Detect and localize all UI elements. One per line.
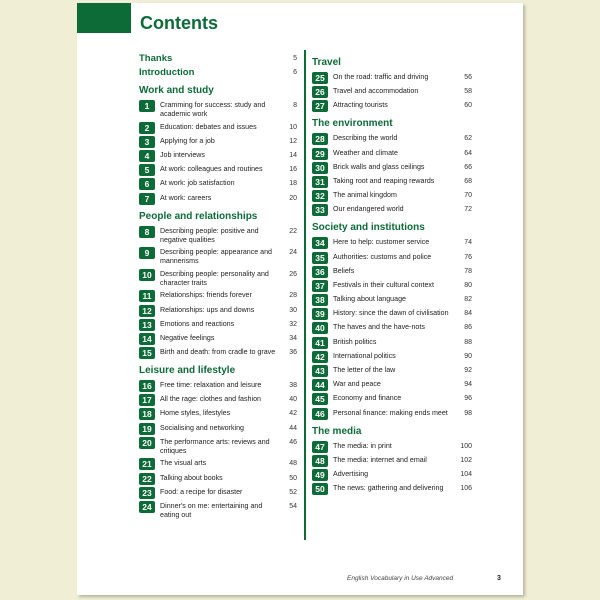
unit-title: Negative feelings	[160, 333, 215, 342]
unit-title: The media: in print	[333, 441, 392, 450]
unit-number-badge: 25	[312, 72, 328, 84]
unit-page: 24	[289, 249, 297, 257]
unit-title: Attracting tourists	[333, 101, 388, 110]
unit-title: Dinner's on me: entertaining and eating out	[160, 501, 263, 520]
unit-page: 30	[289, 306, 297, 314]
unit-page: 90	[464, 352, 472, 360]
front-matter-page: 5	[293, 54, 297, 62]
unit-entry[interactable]	[139, 226, 297, 245]
section	[312, 222, 472, 419]
section-heading: Society and institutions	[312, 222, 425, 234]
section	[312, 57, 472, 112]
unit-title: Beliefs	[333, 266, 355, 275]
unit-entry[interactable]	[139, 347, 297, 359]
unit-number-badge: 11	[139, 290, 155, 302]
unit-number-badge: 6	[139, 178, 155, 190]
unit-title: Taking root and reaping rewards	[333, 176, 435, 185]
unit-title: Relationships: ups and downs	[160, 305, 255, 314]
section	[139, 85, 297, 205]
unit-entry[interactable]	[312, 294, 472, 306]
unit-page: 28	[289, 292, 297, 300]
unit-title: Festivals in their cultural context	[333, 280, 434, 289]
unit-entry[interactable]	[139, 437, 297, 456]
unit-page: 104	[460, 470, 472, 478]
unit-page: 14	[289, 151, 297, 159]
unit-title: Birth and death: from cradle to grave	[160, 348, 276, 357]
unit-entry[interactable]	[312, 266, 472, 278]
unit-page: 10	[289, 123, 297, 131]
unit-page: 44	[289, 424, 297, 432]
section-heading: Work and study	[139, 85, 214, 96]
unit-page: 20	[289, 194, 297, 202]
unit-entry[interactable]	[139, 408, 297, 420]
unit-number-badge: 39	[312, 308, 328, 320]
unit-number-badge: 9	[139, 247, 155, 259]
unit-number-badge: 3	[139, 136, 155, 148]
unit-page: 56	[464, 74, 472, 81]
unit-entry[interactable]	[139, 290, 297, 302]
unit-page: 62	[464, 135, 472, 143]
unit-page: 12	[289, 137, 297, 145]
unit-page: 18	[289, 180, 297, 188]
footer-book-title: English Vocabulary in Use Advanced	[347, 575, 454, 582]
unit-title: History: since the dawn of civilisation	[333, 309, 449, 318]
unit-entry[interactable]	[139, 193, 297, 205]
unit-title: The media: internet and email	[333, 455, 427, 464]
unit-page: 96	[464, 395, 472, 403]
unit-number-badge: 16	[139, 380, 155, 392]
unit-entry[interactable]	[312, 379, 472, 391]
unit-page: 84	[464, 310, 472, 318]
unit-page: 64	[464, 149, 472, 157]
unit-entry[interactable]	[312, 204, 472, 216]
unit-title: Applying for a job	[160, 136, 215, 145]
unit-number-badge: 17	[139, 394, 155, 406]
left-sections	[139, 85, 297, 520]
unit-title: Talking about books	[160, 473, 223, 482]
unit-number-badge: 32	[312, 190, 328, 202]
unit-entry[interactable]	[139, 122, 297, 134]
unit-title: Job interviews	[160, 150, 205, 159]
unit-number-badge: 13	[139, 319, 155, 331]
unit-title: Free time: relaxation and leisure	[160, 381, 262, 390]
unit-entry[interactable]	[139, 319, 297, 331]
unit-page: 36	[289, 349, 297, 357]
section	[312, 118, 472, 216]
unit-entry[interactable]	[139, 247, 297, 266]
page-title: Contents	[140, 13, 218, 33]
unit-number-badge: 7	[139, 193, 155, 205]
unit-page: 74	[464, 239, 472, 247]
unit-page: 102	[460, 456, 472, 464]
unit-number-badge: 14	[139, 333, 155, 345]
unit-entry[interactable]	[312, 72, 472, 84]
unit-entry[interactable]	[312, 408, 472, 420]
unit-number-badge: 20	[139, 437, 155, 449]
unit-number-badge: 38	[312, 294, 328, 306]
unit-number-badge: 15	[139, 347, 155, 359]
unit-title: Brick walls and glass ceilings	[333, 162, 425, 171]
unit-page: 92	[464, 367, 472, 374]
unit-entry[interactable]	[139, 164, 297, 176]
unit-title: Talking about language	[333, 295, 406, 304]
unit-entry[interactable]	[312, 86, 472, 98]
front-matter	[139, 51, 297, 79]
unit-number-badge: 24	[139, 501, 155, 513]
unit-title: Here to help: customer service	[333, 238, 430, 247]
unit-entry[interactable]	[139, 394, 297, 406]
section-heading: People and relationships	[139, 210, 258, 222]
unit-page: 48	[289, 460, 297, 468]
unit-page: 54	[289, 502, 297, 510]
unit-number-badge: 33	[312, 204, 328, 216]
unit-title: At work: colleagues and routines	[160, 165, 263, 174]
unit-entry[interactable]	[139, 501, 297, 520]
unit-number-badge: 49	[312, 469, 328, 481]
unit-entry[interactable]	[139, 487, 297, 499]
unit-entry[interactable]	[312, 322, 472, 334]
unit-title: War and peace	[333, 380, 381, 389]
unit-entry[interactable]	[312, 469, 472, 481]
unit-title: Cramming for success: study and academic work	[160, 101, 266, 119]
footer-page-number: 3	[497, 575, 501, 582]
unit-entry[interactable]	[312, 365, 472, 377]
unit-number-badge: 46	[312, 408, 328, 420]
unit-entry[interactable]	[139, 333, 297, 345]
unit-entry[interactable]	[312, 337, 472, 349]
unit-page: 76	[464, 253, 472, 261]
unit-page: 16	[289, 166, 297, 174]
unit-title: Relationships: friends forever	[160, 291, 252, 300]
unit-title: The haves and the have-nots	[333, 323, 425, 332]
section-heading: Leisure and lifestyle	[139, 365, 236, 377]
unit-page: 46	[289, 438, 297, 446]
unit-number-badge: 50	[312, 483, 328, 495]
unit-number-badge: 19	[139, 423, 155, 435]
unit-title: Education: debates and issues	[160, 122, 257, 131]
unit-title: Advertising	[333, 469, 369, 478]
unit-page: 98	[464, 409, 472, 417]
unit-number-badge: 36	[312, 266, 328, 278]
unit-number-badge: 42	[312, 351, 328, 363]
unit-entry[interactable]	[312, 133, 472, 145]
unit-page: 8	[293, 102, 297, 109]
unit-title: Travel and accommodation	[333, 87, 419, 96]
unit-title: The performance arts: reviews and critiques	[160, 437, 270, 456]
unit-entry[interactable]	[312, 308, 472, 320]
unit-page: 94	[464, 381, 472, 389]
unit-entry[interactable]	[312, 483, 472, 495]
unit-page: 106	[460, 485, 472, 493]
unit-number-badge: 2	[139, 122, 155, 134]
unit-entry[interactable]	[312, 237, 472, 249]
section	[139, 365, 297, 520]
unit-title: Describing people: appearance and mannerisms	[160, 248, 273, 266]
unit-title: On the road: traffic and driving	[333, 73, 429, 81]
unit-entry[interactable]	[312, 176, 472, 188]
unit-title: Describing people: personality and character traits	[160, 269, 269, 287]
unit-number-badge: 22	[139, 473, 155, 485]
unit-title: At work: careers	[160, 193, 212, 202]
section	[312, 426, 472, 496]
column-divider	[304, 50, 306, 540]
unit-number-badge: 43	[312, 365, 328, 377]
unit-page: 66	[464, 163, 472, 171]
unit-number-badge: 1	[139, 100, 155, 112]
unit-entry[interactable]	[312, 252, 472, 264]
unit-page: 22	[289, 227, 297, 235]
unit-entry[interactable]	[312, 441, 472, 453]
unit-entry[interactable]	[139, 136, 297, 148]
unit-page: 60	[464, 102, 472, 110]
unit-number-badge: 28	[312, 133, 328, 145]
unit-number-badge: 10	[139, 269, 155, 281]
unit-page: 72	[464, 206, 472, 214]
unit-page: 70	[464, 192, 472, 200]
unit-number-badge: 5	[139, 164, 155, 176]
unit-title: Home styles, lifestyles	[160, 409, 231, 418]
unit-number-badge: 44	[312, 379, 328, 391]
unit-number-badge: 29	[312, 148, 328, 160]
unit-entry[interactable]	[312, 280, 472, 292]
unit-page: 42	[289, 410, 297, 418]
unit-entry[interactable]	[312, 455, 472, 467]
unit-entry[interactable]	[139, 150, 297, 162]
right-sections	[312, 57, 472, 495]
unit-title: All the rage: clothes and fashion	[160, 395, 261, 404]
unit-title: Describing people: positive and negative qualities	[160, 226, 259, 244]
front-matter-title: Introduction	[139, 66, 195, 78]
unit-entry[interactable]	[139, 305, 297, 317]
unit-title: The news: gathering and delivering	[333, 484, 444, 493]
unit-entry[interactable]	[139, 458, 297, 470]
unit-title: Food: a recipe for disaster	[160, 487, 243, 496]
unit-entry[interactable]	[312, 190, 472, 202]
unit-number-badge: 45	[312, 393, 328, 405]
unit-number-badge: 40	[312, 322, 328, 334]
unit-title: Weather and climate	[333, 148, 398, 157]
front-matter-page: 6	[293, 68, 297, 76]
unit-page: 58	[464, 88, 472, 96]
unit-entry[interactable]	[139, 100, 297, 119]
unit-title: Socialising and networking	[160, 423, 244, 432]
unit-page: 38	[289, 382, 297, 390]
section-heading: The environment	[312, 118, 393, 130]
front-matter-entry[interactable]	[139, 51, 297, 65]
unit-title: Economy and finance	[333, 394, 402, 403]
unit-page: 100	[460, 442, 472, 450]
unit-number-badge: 37	[312, 280, 328, 292]
unit-page: 80	[464, 281, 472, 289]
unit-number-badge: 35	[312, 252, 328, 264]
unit-title: Personal finance: making ends meet	[333, 408, 448, 417]
unit-entry[interactable]	[312, 162, 472, 174]
unit-number-badge: 34	[312, 237, 328, 249]
unit-entry[interactable]	[139, 269, 297, 288]
contents-page	[77, 3, 523, 595]
unit-number-badge: 41	[312, 337, 328, 349]
unit-title: Our endangered world	[333, 205, 404, 214]
unit-number-badge: 23	[139, 487, 155, 499]
unit-page: 52	[289, 488, 297, 496]
unit-entry[interactable]	[139, 473, 297, 485]
section	[139, 211, 297, 360]
left-column	[139, 51, 297, 523]
title-accent-block	[77, 3, 131, 33]
unit-title: The animal kingdom	[333, 191, 397, 200]
unit-entry[interactable]	[139, 178, 297, 190]
unit-entry[interactable]	[139, 380, 297, 392]
unit-title: The letter of the law	[333, 366, 396, 374]
unit-page: 26	[289, 270, 297, 278]
unit-title: Emotions and reactions	[160, 319, 235, 328]
unit-number-badge: 21	[139, 458, 155, 470]
unit-title: International politics	[333, 351, 396, 360]
section-heading: Travel	[312, 57, 341, 68]
unit-number-badge: 48	[312, 455, 328, 467]
unit-page: 78	[464, 267, 472, 275]
unit-page: 82	[464, 296, 472, 304]
unit-page: 86	[464, 324, 472, 332]
unit-number-badge: 27	[312, 100, 328, 112]
unit-title: British politics	[333, 337, 377, 346]
unit-entry[interactable]	[312, 351, 472, 363]
unit-page: 50	[289, 474, 297, 482]
unit-entry[interactable]	[312, 100, 472, 112]
unit-number-badge: 4	[139, 150, 155, 162]
unit-title: Describing the world	[333, 134, 398, 143]
unit-page: 88	[464, 338, 472, 346]
unit-entry[interactable]	[139, 423, 297, 435]
unit-title: The visual arts	[160, 459, 207, 468]
front-matter-title: Thanks	[139, 52, 173, 64]
unit-entry[interactable]	[312, 148, 472, 160]
unit-page: 34	[289, 334, 297, 342]
unit-number-badge: 47	[312, 441, 328, 453]
unit-number-badge: 30	[312, 162, 328, 174]
right-column	[312, 51, 472, 497]
section-heading: The media	[312, 425, 362, 437]
unit-title: Authorities: customs and police	[333, 252, 432, 261]
unit-number-badge: 26	[312, 86, 328, 98]
unit-entry[interactable]	[312, 393, 472, 405]
unit-number-badge: 8	[139, 226, 155, 238]
unit-number-badge: 12	[139, 305, 155, 317]
unit-number-badge: 18	[139, 408, 155, 420]
unit-number-badge: 31	[312, 176, 328, 188]
unit-page: 32	[289, 320, 297, 328]
unit-page: 68	[464, 177, 472, 185]
unit-title: At work: job satisfaction	[160, 179, 235, 188]
front-matter-entry[interactable]	[139, 65, 297, 79]
unit-page: 40	[289, 396, 297, 404]
